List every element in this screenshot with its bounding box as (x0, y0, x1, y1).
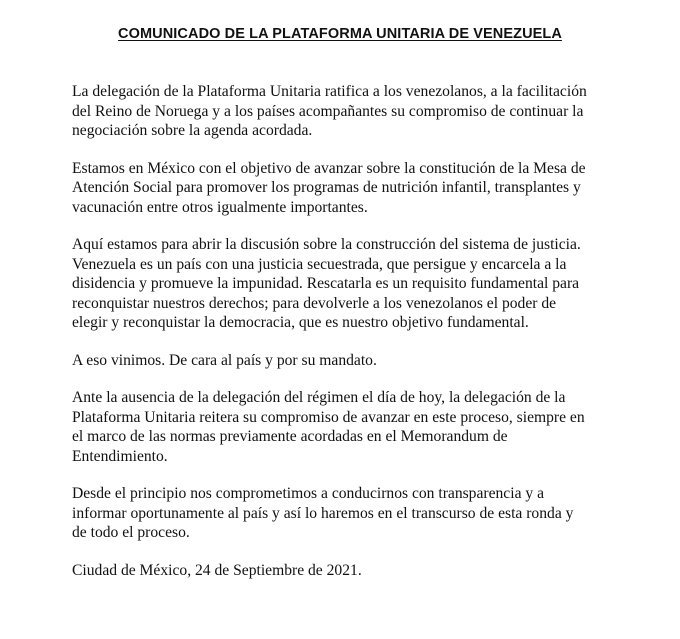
text-line: Ante la ausencia de la delegación del régimen el día de hoy, la delegación de la (72, 389, 566, 406)
paragraph-ratification (72, 82, 632, 141)
text-line: Estamos en México con el objetivo de avanzar sobre la constitución de la Mesa de (72, 159, 586, 177)
paragraph-justice (72, 235, 632, 333)
text-line: el marco de las normas previamente acordadas en el Memorandum de (72, 428, 508, 445)
text-line: Venezuela es un país con una justicia secuestrada, que persigue y encarcela a la (72, 255, 567, 273)
text-line: del Reino de Noruega y a los países acompañantes su compromiso de continuar la (72, 102, 584, 120)
text-line: disidencia y promueve la impunidad. Rescatarla es un requisito fundamental para (72, 275, 580, 292)
text-line: A eso vinimos. De cara al país y por su mandato. (72, 351, 377, 369)
text-line: elegir y reconquistar la democracia, que es nuestro objetivo fundamental. (72, 314, 529, 331)
text-line: negociación sobre la agenda acordada. (72, 122, 313, 139)
paragraph-social-table (72, 159, 632, 218)
text-line: Plataforma Unitaria reitera su compromiso de avanzar en este proceso, siempre en (72, 408, 585, 426)
text-line: informar oportunamente al país y así lo haremos en el transcurso de esta ronda y (72, 504, 574, 522)
text-line: La delegación de la Plataforma Unitaria ratifica a los venezolanos, a la facilitación (72, 83, 587, 100)
text-line: Ciudad de México, 24 de Septiembre de 2021. (72, 561, 362, 579)
text-line: de todo el proceso. (72, 524, 190, 541)
text-line: Desde el principio nos comprometimos a conducirnos con transparencia y a (72, 485, 545, 502)
text-line: vacunación entre otros igualmente importantes. (72, 198, 368, 216)
text-line: reconquistar nuestros derechos; para devolverle a los venezolanos el poder de (72, 294, 557, 312)
text-line: Atención Social para promover los programas de nutrición infantil, transplantes y (72, 179, 581, 196)
text-line: Aquí estamos para abrir la discusión sobre la construcción del sistema de justicia. (72, 236, 581, 253)
paragraph-regime-absence (72, 388, 632, 466)
paragraph-transparency (72, 484, 632, 543)
paragraph-date-place (72, 561, 632, 581)
text-line: Entendimiento. (72, 447, 168, 465)
paragraph-mandate (72, 351, 632, 371)
document-title: COMUNICADO DE LA PLATAFORMA UNITARIA DE VENEZUELA (118, 26, 562, 42)
document-body (72, 82, 632, 598)
